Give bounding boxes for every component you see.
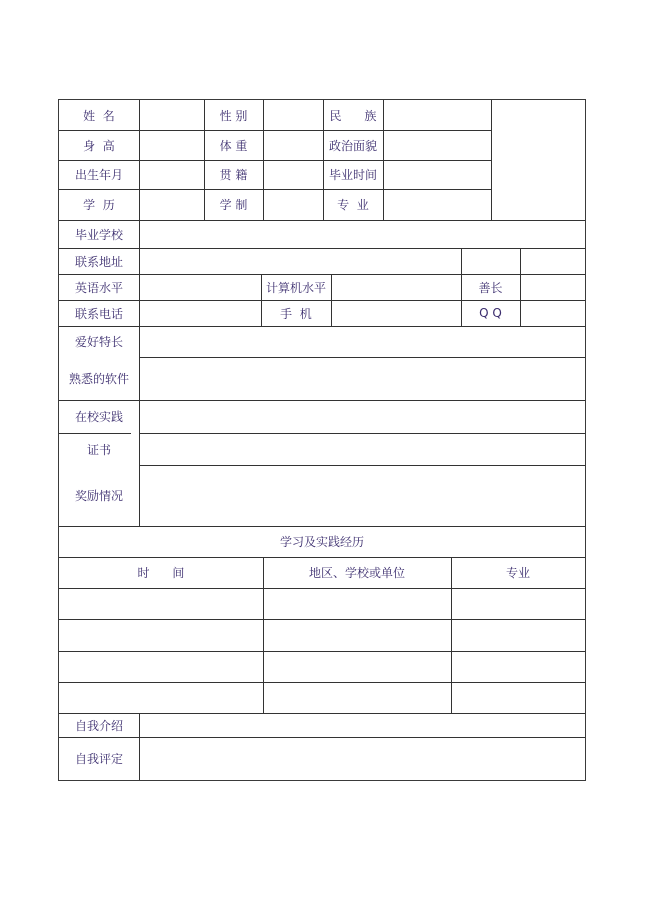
birth-label: 出生年月 [74,168,123,182]
row-divider [139,433,585,434]
evaluation-label: 自我评定 [74,752,123,766]
row-divider [59,588,585,589]
col-divider [520,248,521,326]
gender-label: 性 别 [219,108,248,123]
skill-label: 善长 [478,280,503,295]
resume-form [58,99,586,781]
education-label: 学 历 [83,198,115,212]
software-label: 熟悉的软件 [68,372,129,386]
col-divider [139,100,140,526]
political-label: 政治面貌 [328,138,377,153]
row-divider [59,651,585,652]
qq-label: Q Q [479,306,502,320]
col-place-header: 地区、学校或单位 [308,566,405,580]
grad-time-label: 毕业时间 [328,168,377,182]
school-label: 毕业学校 [74,227,123,242]
height-label: 身 高 [83,138,115,153]
name-label: 姓 名 [83,108,115,123]
mobile-label: 手 机 [280,306,312,321]
practice-label: 在校实践 [74,410,123,424]
certificate-label: 证书 [86,442,111,457]
awards-label: 奖励情况 [74,489,123,503]
row-divider [59,682,585,683]
ethnicity-label: 民 族 [329,108,377,123]
col-divider [491,100,492,220]
address-label: 联系地址 [74,254,123,269]
row-divider [139,357,585,358]
weight-label: 体 重 [219,138,248,153]
experience-title: 学习及实践经历 [279,535,364,549]
col-time-header: 时 间 [137,566,185,580]
col-divider [331,274,332,326]
hometown-label: 贯 籍 [219,168,248,182]
english-label: 英语水平 [74,280,123,295]
row-divider [139,465,585,466]
row-divider [59,619,585,620]
col-divider [383,100,384,220]
schooling-label: 学 制 [219,198,248,212]
col-divider [263,100,264,220]
hobbies-label: 爱好特长 [74,335,123,349]
col-major-header: 专业 [505,566,530,580]
intro-label: 自我介绍 [74,718,123,733]
major-label: 专 业 [337,198,369,212]
col-divider [139,713,140,780]
computer-label: 计算机水平 [265,280,326,295]
phone-label: 联系电话 [74,306,123,321]
